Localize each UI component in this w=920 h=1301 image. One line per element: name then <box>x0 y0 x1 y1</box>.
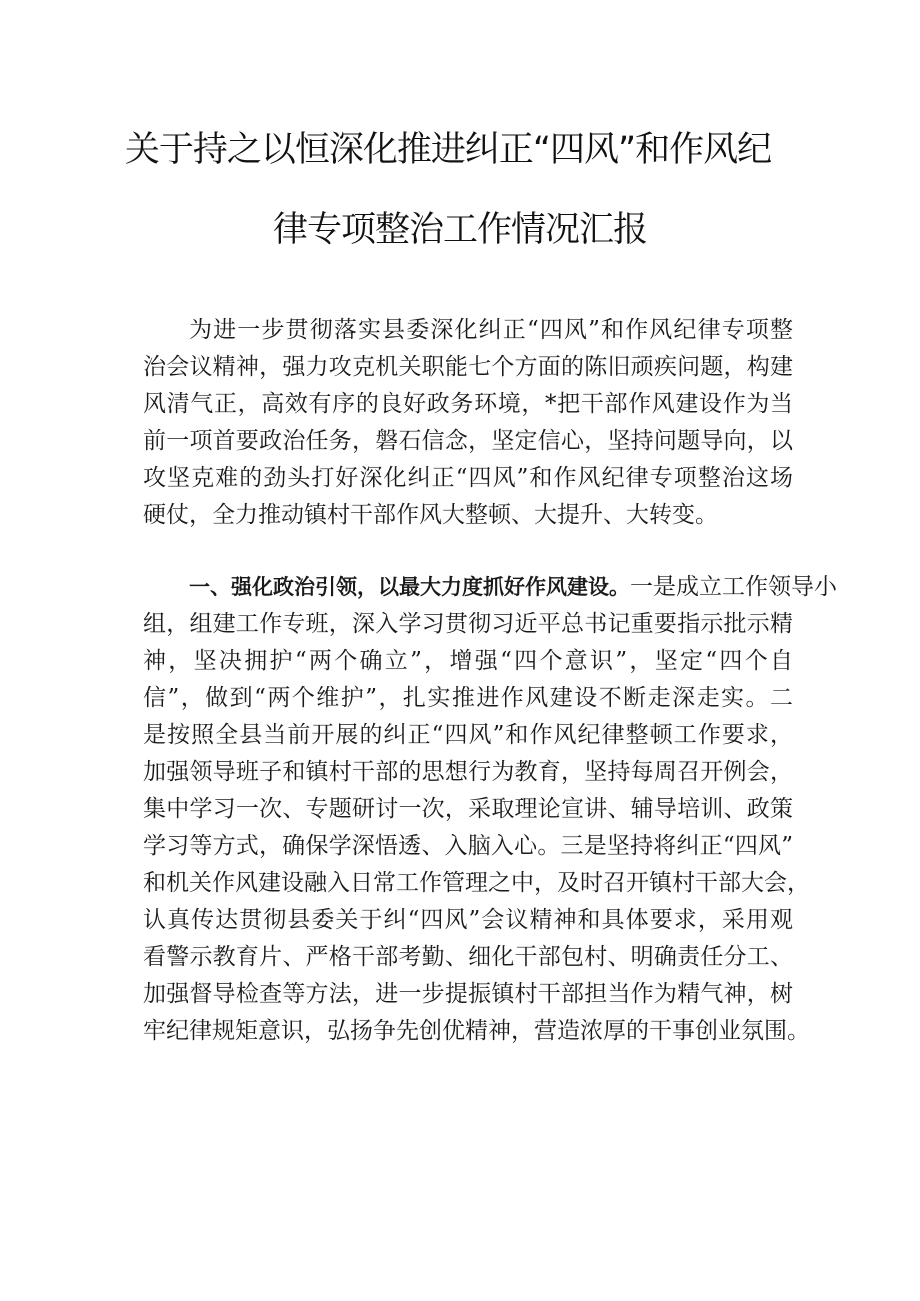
paragraph-line: 和机关作风建设融入日常工作管理之中，及时召开镇村干部大会， <box>143 870 810 896</box>
section-heading: 一、强化政治引领，以最大力度抓好作风建设。 <box>189 575 630 599</box>
paragraph-line: 学习等方式，确保学深悟透、入脑入心。三是坚持将纠正“四风” <box>143 833 793 859</box>
paragraph-line: 加强领导班子和镇村干部的思想行为教育，坚持每周召开例会， <box>143 759 793 785</box>
paragraph-line: 前一项首要政治任务，磐石信念，坚定信心，坚持问题导向，以 <box>143 428 793 454</box>
paragraph-line: 加强督导检查等方法，进一步提振镇村干部担当作为精气神，树 <box>143 981 793 1007</box>
paragraph-line: 信”，做到“两个维护”，扎实推进作风建设不断走深走实。二 <box>143 685 793 711</box>
paragraph-line: 组，组建工作专班，深入学习贯彻习近平总书记重要指示批示精 <box>143 611 793 637</box>
paragraph-line: 为进一步贯彻落实县委深化纠正“四风”和作风纪律专项整 <box>189 317 793 343</box>
document-title-line-1: 关于持之以恒深化推进纠正“四风”和作风纪 <box>124 130 772 170</box>
paragraph-line: 硬仗，全力推动镇村干部作风大整顿、大提升、大转变。 <box>143 502 718 528</box>
paragraph-line: 认真传达贯彻县委关于纠“四风”会议精神和具体要求，采用观 <box>143 907 793 933</box>
paragraph-line: 牢纪律规矩意识，弘扬争先创优精神，营造浓厚的干事创业氛围。 <box>143 1018 810 1044</box>
document-title-line-2: 律专项整治工作情况汇报 <box>272 210 647 250</box>
paragraph-line: 是按照全县当前开展的纠正“四风”和作风纪律整顿工作要求， <box>143 722 793 748</box>
paragraph-line: 风清气正，高效有序的良好政务环境，*把干部作风建设作为当 <box>143 391 793 417</box>
paragraph-line: 治会议精神，强力攻克机关职能七个方面的陈旧顽疾问题，构建 <box>143 354 793 380</box>
paragraph-line: 神，坚决拥护“两个确立”，增强“四个意识”，坚定“四个自 <box>143 648 793 674</box>
paragraph-line: 看警示教育片、严格干部考勤、细化干部包村、明确责任分工、 <box>143 944 793 970</box>
paragraph-line: 攻坚克难的劲头打好深化纠正“四风”和作风纪律专项整治这场 <box>143 465 793 491</box>
paragraph-line <box>143 569 837 606</box>
paragraph-line: 集中学习一次、专题研讨一次，采取理论宣讲、辅导培训、政策 <box>143 796 793 822</box>
paragraph-section-1 <box>143 569 837 1050</box>
paragraph-text: 一是成立工作领导小 <box>630 574 837 600</box>
paragraph-intro <box>143 312 793 534</box>
